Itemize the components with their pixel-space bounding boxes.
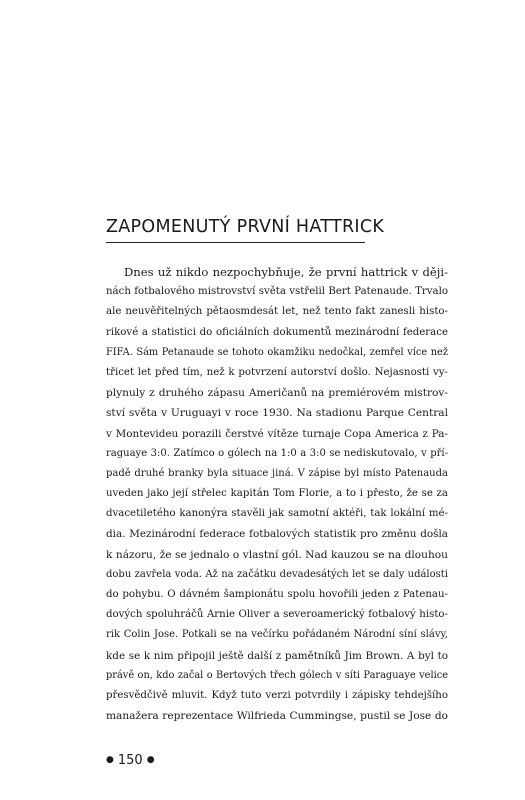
page-number: 150	[117, 753, 143, 768]
text-line: padě druhé branky byla situace jiná. V zápise byl místo Patenauda	[106, 467, 448, 479]
chapter-heading-block	[106, 216, 384, 243]
text-line: kde se k nim připojil ještě další z pamětníků Jim Brown. A byl to	[106, 649, 448, 662]
text-line: právě on, kdo začal o Bertových třech gólech v síti Paraguaye velice	[106, 669, 448, 681]
text-line: dobu zavřela voda. Až na začátku devadesátých let se daly události	[106, 568, 448, 580]
text-line: ství světa v Uruguayi v roce 1930. Na stadionu Parque Central	[106, 407, 448, 420]
bullet-right-icon: ●	[146, 755, 155, 765]
text-line: Dnes už nikdo nezpochybňuje, že první hattrick v ději-	[124, 265, 448, 279]
bullet-left-icon: ●	[106, 755, 114, 765]
page-footer	[106, 753, 155, 768]
text-line: v Montevideu porazili čerstvé vítěze turnaje Copa America z Pa-	[106, 427, 448, 440]
text-line: dových spoluhráčů Arnie Oliver a severoamerický fotbalový histo-	[106, 609, 448, 621]
text-line: FIFA. Sám Petanaude se tohoto okamžiku nedočkal, zemřel více než	[106, 346, 448, 358]
text-line: rikové a statistici do oficiálních dokumentů mezinárodní federace	[106, 326, 448, 338]
text-line: k názoru, že se jednalo o vlastní gól. Nad kauzou se na dlouhou	[106, 548, 448, 561]
text-line: přesvědčivě mluvit. Když tuto verzi potvrdily i zápisky tehdejšího	[106, 689, 448, 701]
text-line: plynuly z druhého zápasu Američanů na premiérovém mistrov-	[106, 387, 448, 400]
text-line: nách fotbalového mistrovství světa vstřelil Bert Patenaude. Trvalo	[106, 286, 448, 298]
body-text	[106, 262, 448, 726]
text-line: rik Colin Jose. Potkali se na večírku pořádaném Národní síní slávy,	[106, 629, 448, 641]
heading-underline	[106, 242, 365, 243]
text-line: uveden jako její střelec kapitán Tom Florie, a to i přesto, že se za	[106, 488, 448, 500]
text-line: do pohybu. O dávném šampionátu spolu hovořili jeden z Patenau-	[106, 589, 448, 600]
text-line: dvacetiletého kanonýra stavěli jak samotní aktéři, tak lokální mé-	[106, 508, 448, 520]
text-line: třicet let před tím, než k potvrzení autorství došlo. Nejasnosti vy-	[106, 366, 448, 378]
text-line: ale neuvěřitelných pětaosmdesát let, než tento fakt zanesli histo-	[106, 306, 448, 318]
text-line: dia. Mezinárodní federace fotbalových statistik pro změnu došla	[106, 528, 448, 541]
chapter-heading: ZAPOMENUTÝ PRVNÍ HATTRICK	[106, 217, 385, 237]
text-line: raguaye 3:0. Zatímco o gólech na 1:0 a 3:0 se nediskutovalo, v pří-	[106, 447, 448, 459]
text-line: manažera reprezentace Wilfrieda Cummingse, pustil se Jose do	[106, 710, 448, 723]
